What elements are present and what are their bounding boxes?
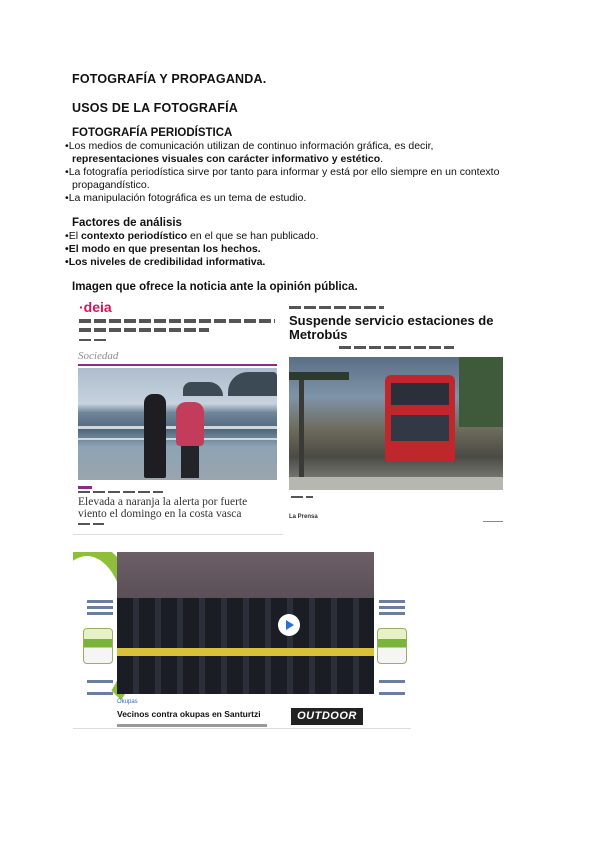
factor-item-3 [65,256,565,269]
headline: Vecinos contra okupas en Santurtzi [117,709,261,719]
source-label: La Prensa [289,514,318,520]
tag-marker [78,486,92,489]
crowd [117,598,374,694]
factor-1-post: en el que se han publicado. [187,230,319,242]
rock-island [183,382,223,396]
image-caption: Imagen que ofrece la noticia ante la opinión pública. [72,281,358,293]
storm-coast-photo [78,368,277,480]
nav-bar-secondary [79,328,209,332]
person-pink-jacket [176,402,204,446]
pavement [289,477,503,490]
byline [339,346,454,349]
factor-item-2 [65,243,565,256]
newspaper-clip-deia [73,298,283,535]
bullet-item-3 [65,192,565,205]
bullet-3-text: La manipulación fotográfica es un tema de estudio. [68,192,307,204]
newspaper-clip-okupas [73,552,411,729]
bullet-item-2 [65,166,565,179]
category-tag: Okupas [117,699,138,705]
rock-cliff [228,372,277,396]
newspaper-clip-metrobus [287,300,505,524]
photo-credit [291,496,313,498]
bullet-mark: • [65,256,69,268]
factor-1-bold: contexto periodístico [80,230,188,242]
ad-product-jar [377,628,407,664]
document-title: FOTOGRAFÍA Y PROPAGANDA. [72,72,267,86]
building-facade [117,552,374,598]
trees [459,357,503,427]
red-bus [385,375,455,461]
factor-2-text: El modo en que presentan los hechos. [68,243,261,255]
document-subtitle: USOS DE LA FOTOGRAFÍA [72,101,239,115]
headline: Suspende servicio estaciones de Metrobús [289,313,494,342]
shelter-roof [289,372,349,380]
bullet-mark: • [65,230,69,242]
bullet-1-bold-text: representaciones visuales con carácter informativo y estético [72,153,381,165]
nav-bar [79,319,275,323]
bullet-1-line-1: Los medios de comunicación utilizan de continuo información gráfica, es decir, [68,140,434,152]
bullet-mark: • [65,192,69,204]
factor-item-1 [65,230,565,243]
bullet-2-line-2: propagandístico. [72,179,150,191]
deia-logo: ·deia [79,299,112,315]
bullet-1-end: . [380,153,384,165]
bullet-mark: • [65,243,69,255]
breadcrumb-line [289,306,384,309]
shelter-pillar [299,380,304,480]
bus-station-photo [289,357,503,490]
breadcrumb-line [79,339,109,341]
bullet-mark: • [65,166,69,178]
section-heading-factors: Factores de análisis [72,217,182,229]
section-label: Sociedad [78,350,119,362]
bullet-item-1-continued [72,153,572,166]
factor-3-text: Los niveles de credibilidad informativa. [68,256,266,268]
bullet-item-1 [65,140,565,153]
video-play-icon[interactable] [278,614,300,636]
headline: Elevada a naranja la alerta por fuerte viento el domingo en la costa vasca [78,496,248,520]
ad-product-jar [83,628,113,664]
ad-outdoor-banner[interactable]: OUTDOOR [291,708,363,725]
bullet-2-line-1: La fotografía periodística sirve por tanto para informar y está por ello siempre en un contexto [68,166,500,178]
section-divider [78,364,277,366]
police-tape [117,648,374,656]
factor-1-pre: El [68,230,81,242]
person-legs [181,446,199,478]
author-line [78,523,104,525]
byline [78,491,163,493]
bullet-mark: • [65,140,69,152]
section-heading-photojournalism: FOTOGRAFÍA PERIODÍSTICA [72,127,233,139]
person-dark-coat [144,394,166,478]
police-crowd-photo [117,552,374,694]
